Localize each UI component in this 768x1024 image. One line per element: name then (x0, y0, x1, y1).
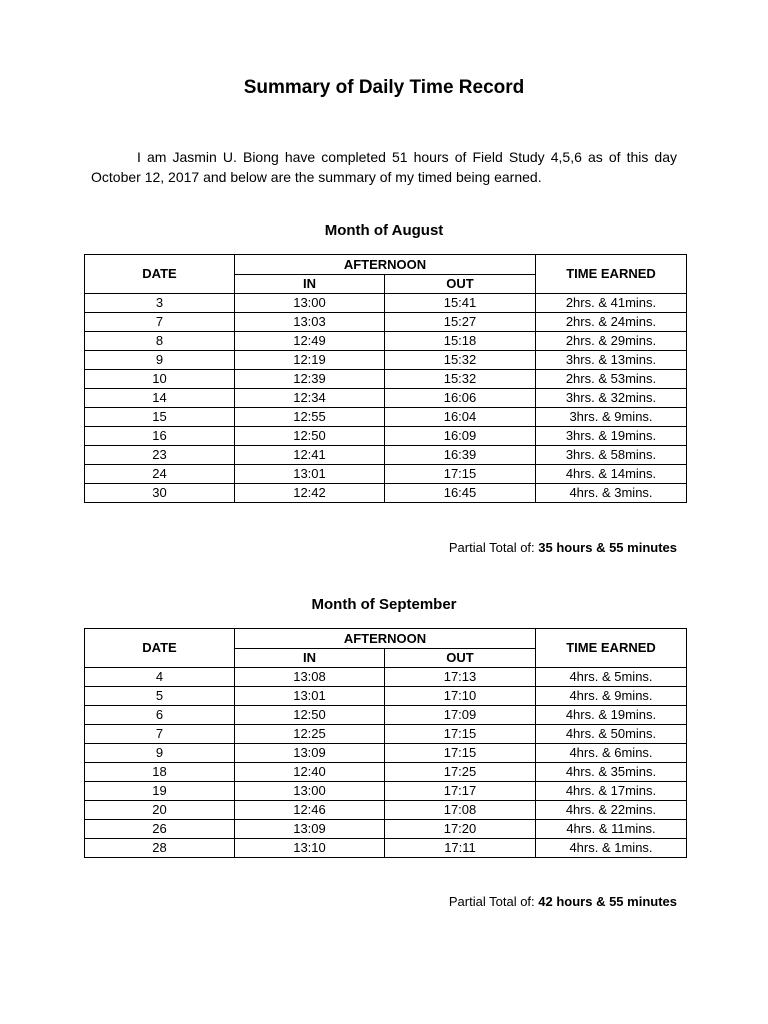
partial-total-label: Partial Total of: (448, 894, 535, 909)
earned-cell: 2hrs. & 29mins. (536, 332, 687, 351)
earned-cell: 3hrs. & 13mins. (536, 351, 687, 370)
table-row (85, 763, 687, 782)
in-cell: 12:40 (235, 763, 385, 782)
date-cell: 15 (85, 408, 235, 427)
date-cell: 28 (85, 839, 235, 858)
out-cell: 17:08 (385, 801, 536, 820)
in-cell: 13:08 (235, 668, 385, 687)
time-earned-column-header: TIME EARNED (536, 629, 687, 668)
date-cell: 14 (85, 389, 235, 408)
out-cell: 15:41 (385, 294, 536, 313)
table-row (85, 668, 687, 687)
out-cell: 17:15 (385, 465, 536, 484)
out-cell: 17:25 (385, 763, 536, 782)
table-row (85, 801, 687, 820)
table-row (85, 820, 687, 839)
in-cell: 12:49 (235, 332, 385, 351)
earned-cell: 3hrs. & 58mins. (536, 446, 687, 465)
month-heading-september: Month of September (311, 596, 457, 613)
date-cell: 20 (85, 801, 235, 820)
in-cell: 13:01 (235, 687, 385, 706)
in-cell: 12:25 (235, 725, 385, 744)
earned-cell: 4hrs. & 50mins. (536, 725, 687, 744)
in-cell: 12:41 (235, 446, 385, 465)
earned-cell: 4hrs. & 22mins. (536, 801, 687, 820)
out-cell: 15:32 (385, 351, 536, 370)
earned-cell: 3hrs. & 32mins. (536, 389, 687, 408)
in-cell: 12:34 (235, 389, 385, 408)
partial-total-label: Partial Total of: (448, 540, 535, 555)
in-cell: 12:55 (235, 408, 385, 427)
table-row (85, 465, 687, 484)
date-cell: 16 (85, 427, 235, 446)
earned-cell: 2hrs. & 53mins. (536, 370, 687, 389)
earned-cell: 3hrs. & 9mins. (536, 408, 687, 427)
table-row (85, 484, 687, 503)
earned-cell: 4hrs. & 5mins. (536, 668, 687, 687)
out-cell: 17:15 (385, 744, 536, 763)
in-column-header: IN (235, 649, 385, 668)
in-cell: 12:39 (235, 370, 385, 389)
date-cell: 7 (85, 725, 235, 744)
out-cell: 17:20 (385, 820, 536, 839)
out-cell: 15:18 (385, 332, 536, 351)
time-record-table-september (84, 628, 687, 858)
date-cell: 9 (85, 351, 235, 370)
table-row (85, 706, 687, 725)
table-row (85, 332, 687, 351)
table-row (85, 408, 687, 427)
out-cell: 15:32 (385, 370, 536, 389)
date-cell: 7 (85, 313, 235, 332)
out-cell: 16:04 (385, 408, 536, 427)
date-cell: 9 (85, 744, 235, 763)
out-cell: 17:13 (385, 668, 536, 687)
table-row (85, 427, 687, 446)
earned-cell: 2hrs. & 41mins. (536, 294, 687, 313)
earned-cell: 2hrs. & 24mins. (536, 313, 687, 332)
in-cell: 12:50 (235, 427, 385, 446)
earned-cell: 4hrs. & 9mins. (536, 687, 687, 706)
table-row (85, 446, 687, 465)
out-cell: 16:45 (385, 484, 536, 503)
partial-total-value: 35 hours & 55 minutes (538, 540, 677, 555)
out-cell: 15:27 (385, 313, 536, 332)
table-row (85, 782, 687, 801)
date-cell: 6 (85, 706, 235, 725)
earned-cell: 4hrs. & 17mins. (536, 782, 687, 801)
table-row (85, 313, 687, 332)
out-cell: 16:09 (385, 427, 536, 446)
date-cell: 8 (85, 332, 235, 351)
date-column-header: DATE (85, 255, 235, 294)
in-cell: 13:00 (235, 294, 385, 313)
out-cell: 17:10 (385, 687, 536, 706)
date-cell: 3 (85, 294, 235, 313)
date-cell: 26 (85, 820, 235, 839)
out-cell: 17:17 (385, 782, 536, 801)
out-cell: 16:39 (385, 446, 536, 465)
in-cell: 13:10 (235, 839, 385, 858)
table-row (85, 389, 687, 408)
time-record-table-august (84, 254, 687, 503)
earned-cell: 3hrs. & 19mins. (536, 427, 687, 446)
table-row (85, 839, 687, 858)
out-cell: 16:06 (385, 389, 536, 408)
intro-paragraph: I am Jasmin U. Biong have completed 51 hours of Field Study 4,5,6 as of this day October 12, 2017 and below are the summary of my timed being earned. (91, 149, 677, 185)
earned-cell: 4hrs. & 11mins. (536, 820, 687, 839)
date-column-header: DATE (85, 629, 235, 668)
table-row (85, 370, 687, 389)
in-cell: 13:01 (235, 465, 385, 484)
earned-cell: 4hrs. & 19mins. (536, 706, 687, 725)
earned-cell: 4hrs. & 6mins. (536, 744, 687, 763)
date-cell: 19 (85, 782, 235, 801)
earned-cell: 4hrs. & 1mins. (536, 839, 687, 858)
in-cell: 12:50 (235, 706, 385, 725)
table-row (85, 725, 687, 744)
out-cell: 17:11 (385, 839, 536, 858)
month-heading-august: Month of August (324, 222, 444, 239)
date-cell: 5 (85, 687, 235, 706)
table-row (85, 294, 687, 313)
date-cell: 10 (85, 370, 235, 389)
in-cell: 12:42 (235, 484, 385, 503)
afternoon-column-header: AFTERNOON (235, 255, 536, 275)
out-cell: 17:09 (385, 706, 536, 725)
in-cell: 12:19 (235, 351, 385, 370)
partial-total-value: 42 hours & 55 minutes (538, 894, 677, 909)
out-cell: 17:15 (385, 725, 536, 744)
earned-cell: 4hrs. & 35mins. (536, 763, 687, 782)
out-column-header: OUT (385, 275, 536, 294)
in-cell: 13:09 (235, 820, 385, 839)
afternoon-column-header: AFTERNOON (235, 629, 536, 649)
earned-cell: 4hrs. & 14mins. (536, 465, 687, 484)
table-row (85, 744, 687, 763)
table-row (85, 687, 687, 706)
date-cell: 24 (85, 465, 235, 484)
page-title: Summary of Daily Time Record (243, 77, 525, 98)
partial-total-september (449, 894, 677, 909)
date-cell: 23 (85, 446, 235, 465)
partial-total-august (449, 540, 677, 555)
date-cell: 18 (85, 763, 235, 782)
in-column-header: IN (235, 275, 385, 294)
in-cell: 13:00 (235, 782, 385, 801)
earned-cell: 4hrs. & 3mins. (536, 484, 687, 503)
in-cell: 12:46 (235, 801, 385, 820)
in-cell: 13:03 (235, 313, 385, 332)
date-cell: 30 (85, 484, 235, 503)
in-cell: 13:09 (235, 744, 385, 763)
table-row (85, 351, 687, 370)
date-cell: 4 (85, 668, 235, 687)
time-earned-column-header: TIME EARNED (536, 255, 687, 294)
out-column-header: OUT (385, 649, 536, 668)
